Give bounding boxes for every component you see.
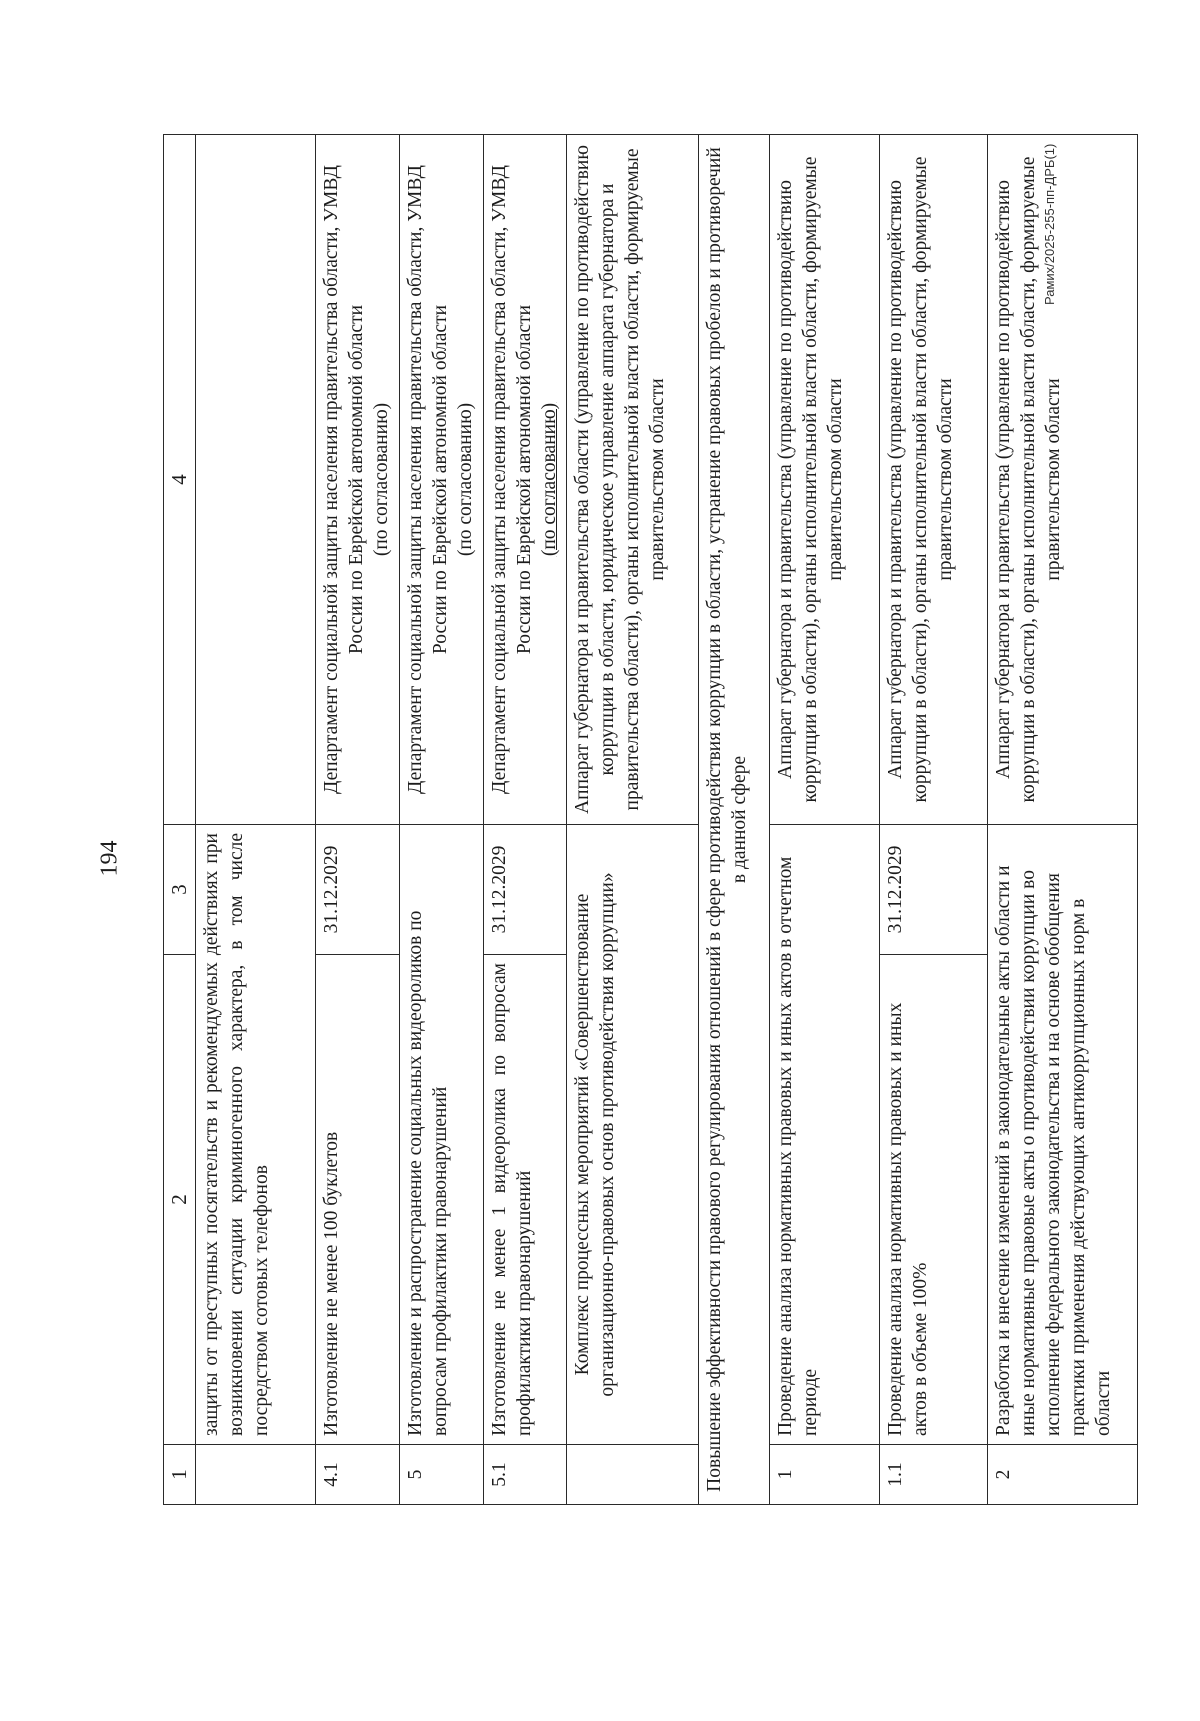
table-row bbox=[315, 135, 399, 1505]
table-row bbox=[880, 135, 988, 1505]
measure-text: Разработка и внесение изменений в законодательные акты области и иные нормативные правовые акты о противодействии коррупции во исполнение федерального законодательства и на основе обобщения практики применения действующих антикоррупционных норм в области bbox=[988, 825, 1138, 1445]
row-number: 1 bbox=[770, 1445, 880, 1505]
responsible-cell bbox=[483, 135, 567, 825]
approval-note: (по согласованию) bbox=[454, 402, 476, 557]
responsible-text: Аппарат губернатора и правительства области (управление по противодействию коррупции в области, юридическое управление аппарата губернатора и правительства области), органы исполнительной власти области, формируемые правительством области bbox=[567, 135, 699, 825]
measure-text: Проведение анализа нормативных правовых и иных актов в объеме 100% bbox=[880, 955, 988, 1445]
document-code: Рамих/2025-255-пп-ДРБ(1) bbox=[1042, 143, 1057, 305]
table-row bbox=[483, 135, 567, 1505]
responsible-text: Аппарат губернатора и правительства (управление по противодействию коррупции в области), органы исполнительной власти области, формируемые правительством области bbox=[880, 135, 988, 825]
responsible-text: Аппарат губернатора и правительства (управление по противодействию коррупции в области), органы исполнительной власти области, формируемые правительством области bbox=[770, 135, 880, 825]
deadline-date: 31.12.2029 bbox=[315, 825, 399, 955]
table-row bbox=[567, 135, 699, 1505]
measure-text: защиты от преступных посягательств и рекомендуемых действиях при возникновении ситуации криминогенного характера, в том числе посредством сотовых телефонов bbox=[195, 825, 315, 1445]
row-number bbox=[567, 1445, 699, 1505]
table-header-row bbox=[164, 135, 196, 1505]
table-row bbox=[399, 135, 483, 1505]
column-header: 2 bbox=[164, 955, 196, 1445]
measure-text: Изготовление не менее 100 буклетов bbox=[315, 955, 399, 1445]
column-header: 4 bbox=[164, 135, 196, 825]
table-row bbox=[195, 135, 315, 1505]
measures-table bbox=[163, 134, 1138, 1505]
table-row bbox=[770, 135, 880, 1505]
rotated-table-container bbox=[163, 135, 1115, 1505]
row-number: 1.1 bbox=[880, 1445, 988, 1505]
responsible-text: Департамент социальной защиты населения правительства области, УМВД России по Еврейской автономной области bbox=[320, 165, 367, 794]
section-title: Повышение эффективности правового регулирования отношений в сфере противодействия коррупции в области, устранение правовых пробелов и противоречий в данной сфере bbox=[699, 135, 770, 1505]
row-number: 5.1 bbox=[483, 1445, 567, 1505]
approval-note: (по согласованию) bbox=[370, 402, 392, 557]
row-number: 2 bbox=[988, 1445, 1138, 1505]
column-header: 3 bbox=[164, 825, 196, 955]
responsible-cell bbox=[399, 135, 483, 825]
row-number bbox=[195, 1445, 315, 1505]
measure-text: Изготовление и распространение социальных видеороликов по вопросам профилактики правонарушений bbox=[399, 825, 483, 1445]
section-row bbox=[699, 135, 770, 1505]
table-row bbox=[988, 135, 1138, 1505]
measure-text: Проведение анализа нормативных правовых и иных актов в отчетном периоде bbox=[770, 825, 880, 1445]
responsible-text: Департамент социальной защиты населения правительства области, УМВД России по Еврейской автономной области bbox=[488, 165, 535, 794]
responsible-text: Аппарат губернатора и правительства (управление по противодействию коррупции в области), органы исполнительной власти области, формируемые правительством области bbox=[988, 135, 1138, 825]
deadline-date: 31.12.2029 bbox=[483, 825, 567, 955]
program-name: Комплекс процессных мероприятий «Совершенствование организационно-правовых основ противодействия коррупции» bbox=[567, 825, 699, 1445]
column-header: 1 bbox=[164, 1445, 196, 1505]
deadline-date: 31.12.2029 bbox=[880, 825, 988, 955]
row-number: 4.1 bbox=[315, 1445, 399, 1505]
responsible-cell bbox=[195, 135, 315, 825]
responsible-cell bbox=[315, 135, 399, 825]
responsible-text: Департамент социальной защиты населения правительства области, УМВД России по Еврейской автономной области bbox=[404, 165, 451, 794]
row-number: 5 bbox=[399, 1445, 483, 1505]
measure-text: Изготовление не менее 1 видеоролика по вопросам профилактики правонарушений bbox=[483, 955, 567, 1445]
approval-note: (по согласованию) bbox=[538, 402, 560, 557]
page-number: 194 bbox=[96, 840, 123, 877]
